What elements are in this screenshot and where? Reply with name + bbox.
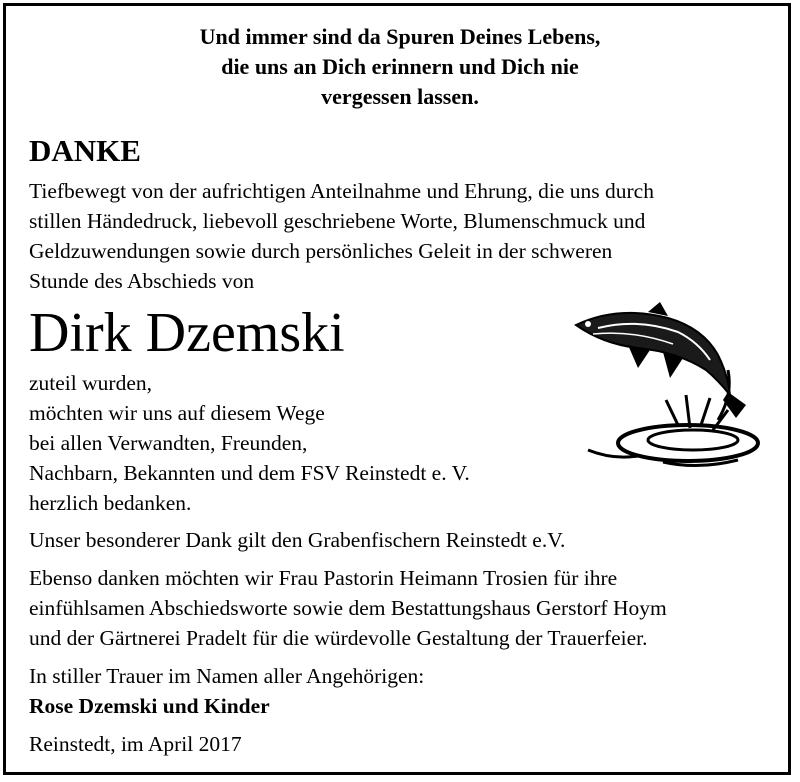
place-date: Reinstedt, im April 2017 <box>29 732 242 756</box>
thanks-line-1: zuteil wurden, <box>29 371 152 395</box>
further-thanks-line-3: und der Gärtnerei Pradelt für die würdevolle Gestaltung der Trauerfeier. <box>29 626 648 650</box>
motto-line-1: Und immer sind da Spuren Deines Lebens, <box>199 24 601 49</box>
motto-line-2: die uns an Dich erinnern und Dich nie <box>221 54 579 79</box>
thanks-line-4: Nachbarn, Bekannten und dem FSV Reinstedt e. V. <box>29 461 470 485</box>
jumping-fish-icon <box>568 300 763 470</box>
further-thanks-line-1: Ebenso danken möchten wir Frau Pastorin Heimann Trosien für ihre <box>29 566 618 590</box>
intro-line-4: Stunde des Abschieds von <box>29 269 255 293</box>
mourning-line: In stiller Trauer im Namen aller Angehörigen: <box>29 664 425 688</box>
further-thanks-line-2: einfühlsamen Abschiedsworte sowie dem Bestattungshaus Gerstorf Hoym <box>29 596 667 620</box>
intro-line-1: Tiefbewegt von der aufrichtigen Anteilnahme und Ehrung, die uns durch <box>29 179 654 203</box>
intro-line-3: Geldzuwendungen sowie durch persönliches Geleit in der schweren <box>29 239 613 263</box>
deceased-name: Dirk Dzemski <box>29 302 345 364</box>
heading: DANKE <box>29 133 141 168</box>
intro-line-2: stillen Händedruck, liebevoll geschriebene Worte, Blumenschmuck und <box>29 209 646 233</box>
signatories: Rose Dzemski und Kinder <box>29 694 270 718</box>
motto-line-3: vergessen lassen. <box>321 84 479 109</box>
thanks-line-3: bei allen Verwandten, Freunden, <box>29 431 308 455</box>
thanks-line-5: herzlich bedanken. <box>29 491 192 515</box>
thanks-line-2: möchten wir uns auf diesem Wege <box>29 401 325 425</box>
special-thanks: Unser besonderer Dank gilt den Grabenfischern Reinstedt e.V. <box>29 528 566 552</box>
